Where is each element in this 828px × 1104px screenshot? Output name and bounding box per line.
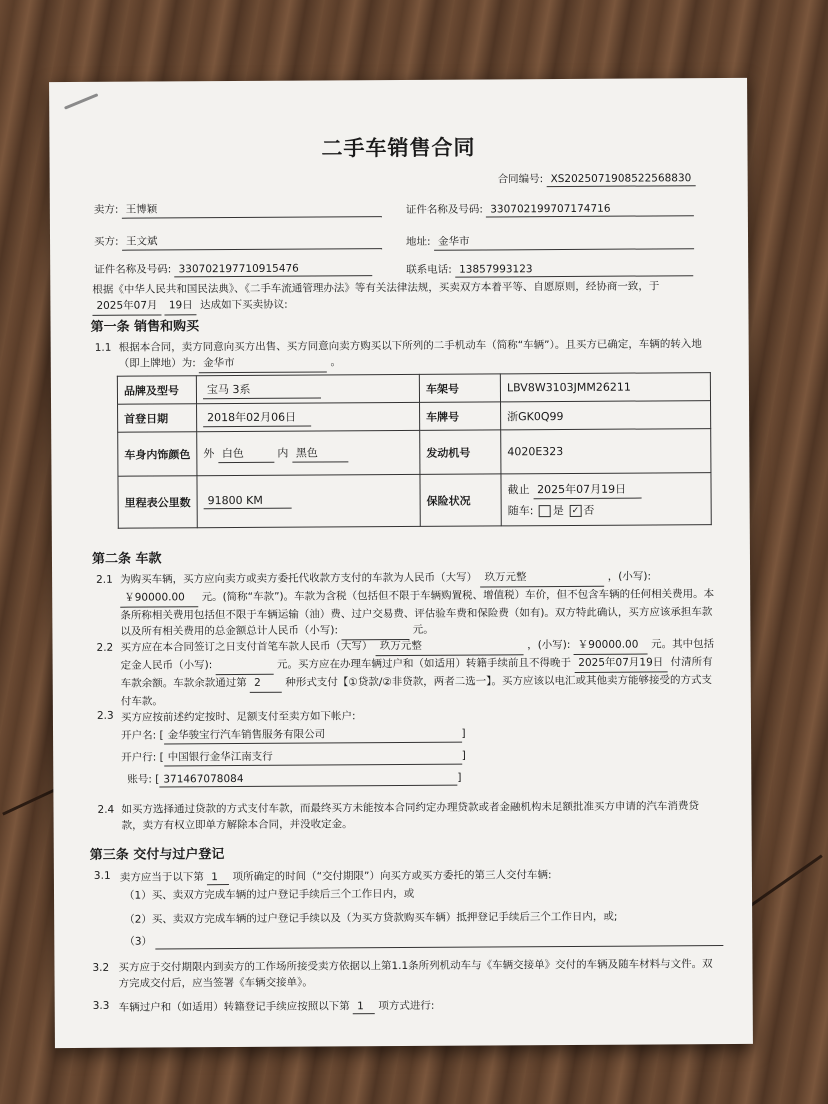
contract-number-label: 合同编号: xyxy=(497,173,544,186)
insurance-prefix: 截止 xyxy=(507,483,530,497)
color-label: 车身内饰颜色 xyxy=(118,432,197,476)
clause-1-1-text: 根据本合同，卖方同意向买方出售、买方同意向卖方购买以下所列的二手机动车（简称“车辆”）。且买方已确定，车辆的转入地（即上牌地）为: xyxy=(118,338,702,370)
clause-2-4-number: 2.4 xyxy=(97,803,115,816)
buyer-row xyxy=(94,232,382,251)
clause-3-2-text: 买方应于交付期限内到卖方的工作场所接受卖方依据以上第1.1条所列机动车与《车辆交接单》交付的车辆及随车材料与文件。双方完成交付后，应当签署《车辆交接单》。 xyxy=(118,958,713,990)
clause-2-3-number: 2.3 xyxy=(96,709,114,722)
bracket-left: [ xyxy=(159,729,164,742)
clause-2-2-a: 买方应在本合同签订之日支付首笔车款人民币（大写） xyxy=(120,640,373,654)
clause-2-4-text: 如买方选择通过贷款的方式支付车款，而最终买方未能按本合同约定办理贷款或者金融机构未足额批准买方申请的汽车消费贷款，卖方有权立即单方解除本合同，并没收定金。 xyxy=(121,800,700,832)
transfer-option: 1 xyxy=(353,1000,375,1014)
buyer-phone-value: 13857993123 xyxy=(455,262,693,277)
brand-label: 品牌及型号 xyxy=(117,376,196,404)
preamble-tail: 达成如下买卖协议: xyxy=(200,298,288,312)
clause-1-1 xyxy=(119,336,713,374)
clause-3-3 xyxy=(119,998,435,1016)
plate-label: 车牌号 xyxy=(420,402,501,430)
buyer-addr-label: 地址: xyxy=(406,235,431,248)
buyer-addr-value: 金华市 xyxy=(434,232,694,251)
wood-gap xyxy=(2,787,58,815)
account-number-row xyxy=(127,770,461,788)
clause-2-2 xyxy=(120,636,714,710)
engine-value: 4020E323 xyxy=(501,429,711,474)
contract-number-value: XS2025071908522568830 xyxy=(547,172,696,187)
yes-label: 是 xyxy=(552,504,564,518)
bracket-right: ] xyxy=(457,771,462,784)
plate-value: 浙GK0Q99 xyxy=(501,401,711,430)
clause-2-2-f: 种形式支付【①贷款/②非贷款，两者二选一】。买方应该以电汇或其他卖方能够接受的方式支付车款。 xyxy=(120,674,713,708)
seller-name: 王博颖 xyxy=(122,200,382,219)
buyer-label: 买方: xyxy=(93,235,119,248)
document-title: 二手车销售合同 xyxy=(321,135,476,161)
mileage-label: 里程表公里数 xyxy=(118,476,197,528)
clause-3-3-a: 车辆过户和（如适用）转籍登记手续应按照以下第 xyxy=(118,1000,350,1014)
staple xyxy=(64,93,98,109)
clause-3-1-b: 项所确定的时间（“交付期限”）向买方或买方委托的第三人交付车辆: xyxy=(232,869,552,884)
bracket-left: [ xyxy=(159,751,164,764)
brand-value xyxy=(196,374,419,403)
reg-date-value xyxy=(197,402,420,431)
clause-2-2-c: 元。其中包括定金人民币（小写): xyxy=(120,638,715,672)
contract-number xyxy=(498,170,696,187)
mileage-value xyxy=(197,474,420,527)
payment-option: 2 xyxy=(250,675,282,693)
buyer-id-label: 证件名称及号码: xyxy=(94,263,172,276)
bracket-right: ] xyxy=(461,749,466,762)
clause-2-1 xyxy=(120,568,714,642)
clause-2-2-b: ，(小写): xyxy=(527,638,571,652)
vin-label: 车架号 xyxy=(419,374,500,402)
vin-value: LBV8W3103JMM26211 xyxy=(500,373,710,402)
bracket-right: ] xyxy=(461,727,466,740)
insurance-label: 保险状况 xyxy=(420,474,501,526)
reg-date-label: 首登日期 xyxy=(118,404,197,432)
preamble-date-b: 19日 xyxy=(165,297,197,315)
delivery-option-1: （1）买、卖双方完成车辆的过户登记手续后三个工作日内，或 xyxy=(123,887,415,902)
contract-paper xyxy=(49,78,753,1048)
buyer-id-row xyxy=(94,260,372,278)
wood-gap xyxy=(747,854,822,908)
insurance-value xyxy=(501,473,711,526)
check-icon: ✓ xyxy=(571,505,580,516)
seller-label: 卖方: xyxy=(93,203,119,216)
buyer-phone-label: 联系电话: xyxy=(406,263,452,276)
section-3-heading: 第三条 交付与过户登记 xyxy=(89,847,225,863)
first-payment-uppercase: 玖万元整 xyxy=(376,637,524,656)
color-value xyxy=(197,430,420,475)
buyer-addr-row xyxy=(406,232,694,251)
yes-checkbox[interactable] xyxy=(539,505,551,517)
seller-id-value: 330702199707174716 xyxy=(486,202,694,217)
delivery-option-2: （2）买、卖双方完成车辆的过户登记手续以及（为买方贷款购买车辆）抵押登记手续后三个工作日内，或; xyxy=(124,910,618,926)
buyer-id-value: 330702197710915476 xyxy=(175,262,373,277)
buyer-phone-row xyxy=(406,260,693,278)
price-uppercase: 玖万元整 xyxy=(480,569,604,588)
mileage-unit: KM xyxy=(246,493,263,507)
account-name: 金华骏宝行汽车销售服务有限公司 xyxy=(164,726,462,745)
deposit-blank xyxy=(216,657,274,675)
clause-3-3-b: 项方式进行: xyxy=(378,999,435,1013)
clause-2-1-a: 为购买车辆，买方应向卖方或卖方委托代收款方支付的车款为人民币（大写） xyxy=(120,571,478,586)
section-2-heading: 第二条 车款 xyxy=(91,551,162,567)
clause-2-1-b: ，(小写): xyxy=(607,570,652,583)
account-number: 371467078084 xyxy=(159,772,457,788)
delivery-option: 1 xyxy=(207,871,229,885)
preamble xyxy=(92,278,712,316)
clause-2-3-text: 买方应按前述约定按时、足额支付至卖方如下帐户: xyxy=(120,710,356,724)
reg-date-text: 2018年02月06日 xyxy=(203,408,311,427)
delivery-option-3 xyxy=(124,930,723,950)
account-number-label: 账号: xyxy=(127,773,152,786)
insurance-date: 2025年07月19日 xyxy=(533,481,641,500)
delivery-option-3-blank xyxy=(155,932,723,949)
inner-color: 黑色 xyxy=(292,444,348,462)
no-checkbox[interactable] xyxy=(569,505,581,517)
preamble-date-a: 2025年07月 xyxy=(92,297,161,315)
clause-1-1-end: 。 xyxy=(330,356,342,369)
seller-id-row xyxy=(406,200,694,218)
first-payment-lowercase: ￥90000.00 xyxy=(574,636,648,654)
brand-text: 宝马 3系 xyxy=(203,380,321,399)
outer-color-label: 外 xyxy=(203,446,215,460)
account-name-label: 开户名: xyxy=(121,729,157,742)
section-1-heading: 第一条 销售和购买 xyxy=(90,319,200,335)
engine-label: 发动机号 xyxy=(420,430,501,474)
seller-id-label: 证件名称及号码: xyxy=(405,203,483,216)
vehicle-table xyxy=(117,372,712,529)
clause-2-1-number: 2.1 xyxy=(96,573,113,586)
clause-3-1-a: 卖方应当于以下第 xyxy=(119,871,204,884)
clause-2-2-d: 元。买方应在办理车辆过户和（如适用）转籍手续前且不得晚于 xyxy=(276,656,571,671)
clause-2-2-e: 付清所有车款余额。车款余款通过第 xyxy=(120,656,713,690)
clause-3-1 xyxy=(120,867,552,886)
clause-2-2-number: 2.2 xyxy=(96,641,114,654)
account-name-row xyxy=(121,726,466,745)
bank-name: 中国银行金华江南支行 xyxy=(164,748,462,767)
price-lowercase: ￥90000.00 xyxy=(120,589,198,607)
with-car-label: 随车: xyxy=(507,504,534,518)
no-label: 否 xyxy=(583,503,595,517)
bank-label: 开户行: xyxy=(121,751,157,764)
seller-row xyxy=(94,200,382,219)
clause-3-3-number: 3.3 xyxy=(92,999,110,1012)
delivery-option-3-label: （3） xyxy=(124,935,153,948)
preamble-text: 根据《中华人民共和国民法典》、《二手车流通管理办法》等有关法律法规，买卖双方本着平等、自愿原则，经协商一致，于 xyxy=(92,280,660,296)
payoff-date: 2025年07月19日 xyxy=(574,654,667,673)
buyer-name: 王文斌 xyxy=(122,232,382,251)
clause-3-1-number: 3.1 xyxy=(93,869,111,882)
transfer-place: 金华市 xyxy=(199,354,327,373)
clause-1-1-number: 1.1 xyxy=(94,341,112,354)
inner-color-label: 内 xyxy=(277,446,289,460)
clause-3-2-number: 3.2 xyxy=(92,961,110,974)
bank-row xyxy=(121,748,466,767)
bracket-left: [ xyxy=(155,773,160,786)
clause-2-1-d: 元。 xyxy=(412,623,434,636)
outer-color: 白色 xyxy=(218,444,274,462)
mileage-number: 91800 xyxy=(207,493,243,508)
clause-2-1-c: 元。(简称“车款”)。车款为含税（包括但不限于车辆购置税、增值税）车价，但不包含车辆的任何相关费用。本条所称相关费用包括但不限于车辆运输（油）费、过户交易费、评估验车费和保险费（如有)。双方特此确认，买方应该承担车款以及所有相关费用的总金额总计人民币（小写): xyxy=(120,588,715,638)
